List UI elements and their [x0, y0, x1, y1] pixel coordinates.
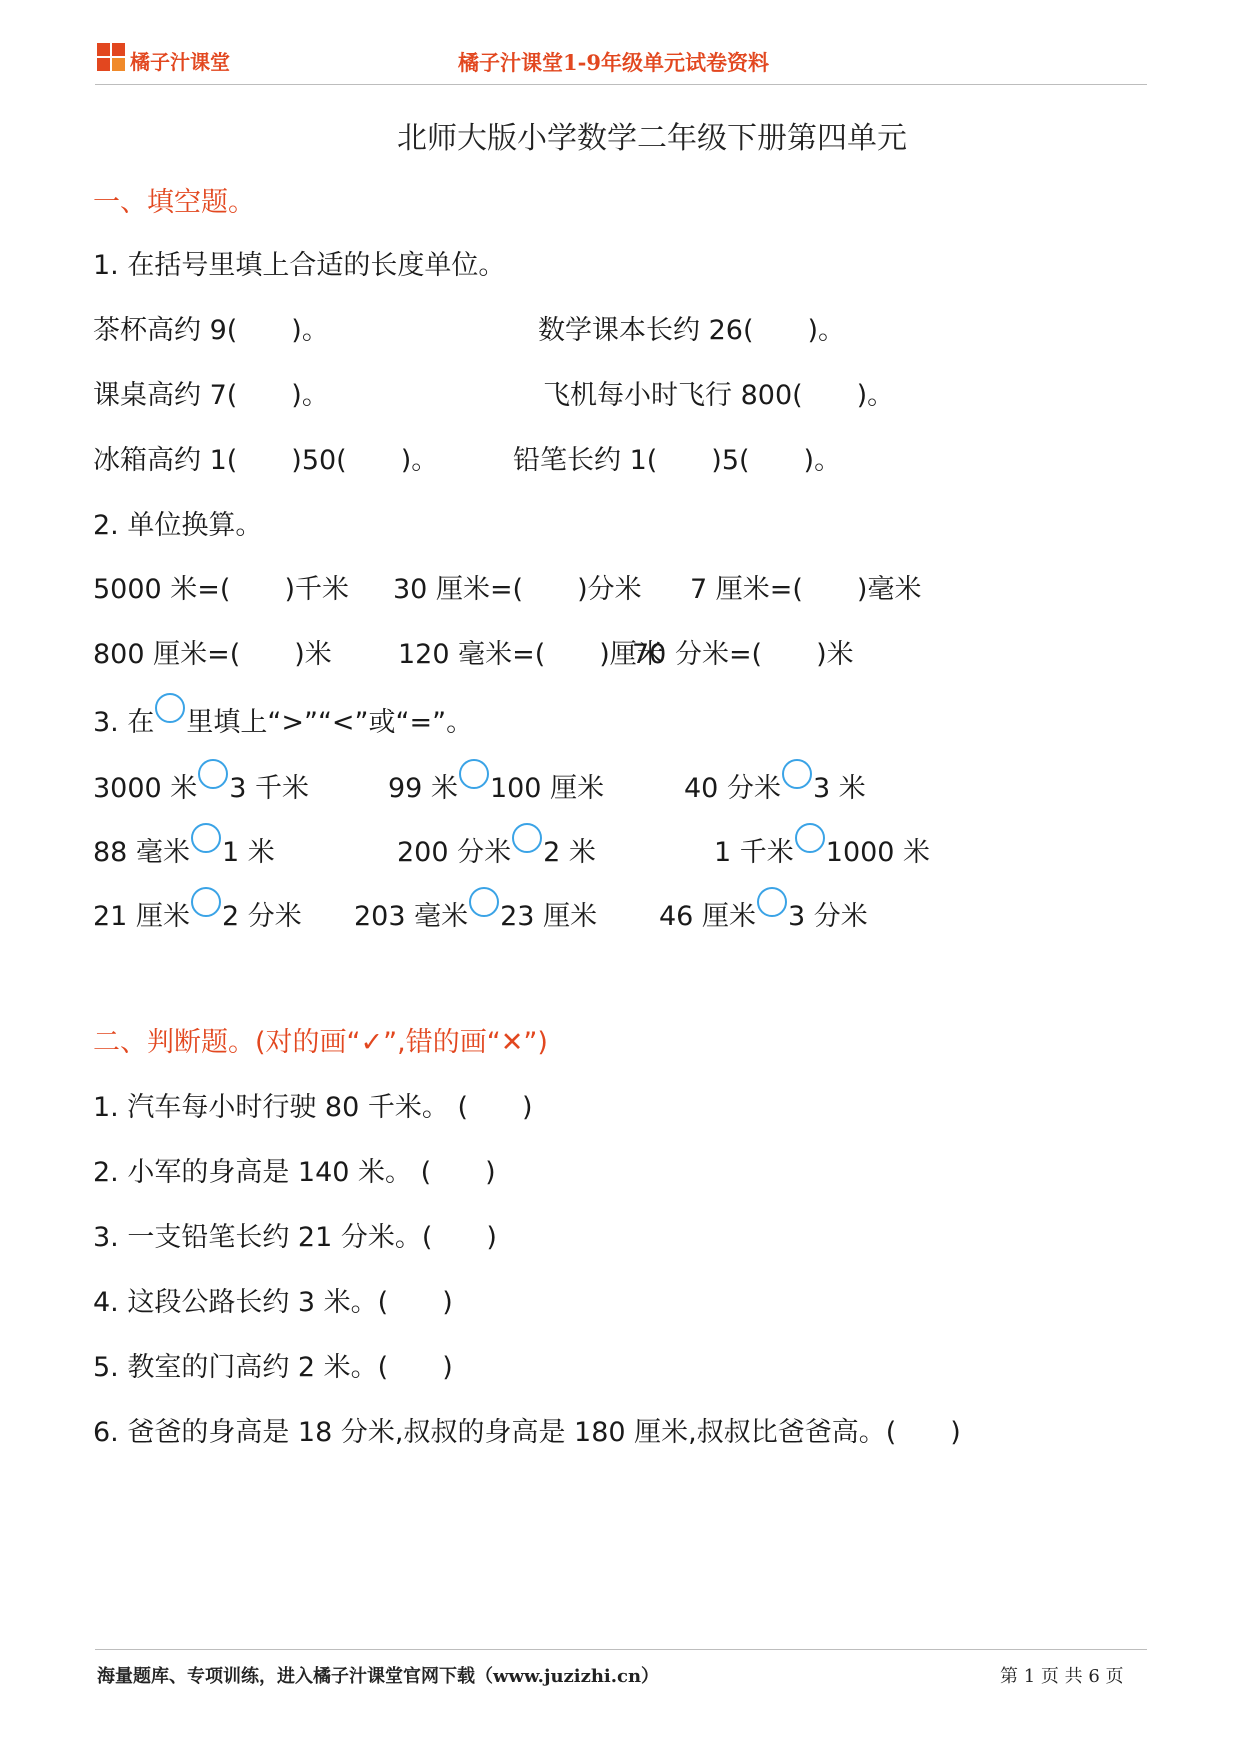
q2-item: 7 厘米=( )毫米 [690, 574, 922, 605]
judge-item: 4. 这段公路长约 3 米。( ) [93, 1287, 453, 1318]
q2-item: 5000 米=( )千米 [93, 574, 349, 605]
compare-circle[interactable] [795, 823, 825, 853]
compare-circle[interactable] [469, 887, 499, 917]
judge-item: 6. 爸爸的身高是 18 分米,叔叔的身高是 180 厘米,叔叔比爸爸高。( ) [93, 1417, 961, 1448]
compare-circle[interactable] [191, 823, 221, 853]
page-number: 第 1 页 共 6 页 [1000, 1666, 1124, 1687]
compare-item: 99 米 100 厘米 [388, 766, 604, 805]
compare-circle[interactable] [191, 887, 221, 917]
compare-circle [155, 693, 185, 723]
q2-item: 120 毫米=( )厘米 [398, 639, 664, 670]
compare-item: 88 毫米 1 米 [93, 830, 275, 869]
compare-item: 3000 米 3 千米 [93, 766, 309, 805]
logo-icon [97, 43, 127, 73]
compare-circle[interactable] [198, 759, 228, 789]
compare-circle[interactable] [782, 759, 812, 789]
compare-item: 40 分米 3 米 [684, 766, 866, 805]
q1-item: 课桌高约 7( )。 [93, 380, 329, 411]
q2-item: 30 厘米=( )分米 [393, 574, 642, 605]
q1-item: 冰箱高约 1( )50( )。 [93, 445, 439, 476]
q1-item: 飞机每小时飞行 800( )。 [543, 380, 895, 411]
compare-item: 46 厘米 3 分米 [659, 894, 868, 933]
q1-stem: 1. 在括号里填上合适的长度单位。 [93, 250, 506, 281]
q3-stem [93, 700, 473, 739]
compare-circle[interactable] [757, 887, 787, 917]
compare-item: 200 分米 2 米 [397, 830, 596, 869]
compare-item: 21 厘米 2 分米 [93, 894, 302, 933]
brand-name: 橘子汁课堂 [130, 50, 230, 74]
q1-item: 铅笔长约 1( )5( )。 [513, 445, 842, 476]
compare-item: 203 毫米 23 厘米 [354, 894, 597, 933]
page-title: 北师大版小学数学二年级下册第四单元 [397, 121, 907, 156]
q3-stem-prefix: 3. 在 [93, 707, 155, 738]
q1-item: 数学课本长约 26( )。 [538, 315, 846, 346]
q2-stem: 2. 单位换算。 [93, 510, 263, 541]
compare-circle[interactable] [459, 759, 489, 789]
header-title: 橘子汁课堂1-9年级单元试卷资料 [458, 50, 769, 75]
footer-text: 海量题库、专项训练，进入橘子汁课堂官网下载（www.juzizhi.cn） [97, 1666, 660, 1687]
footer-divider [95, 1649, 1147, 1650]
q3-stem-suffix: 里填上“>”“<”或“=”。 [186, 707, 474, 738]
q1-item: 茶杯高约 9( )。 [93, 315, 329, 346]
judge-item: 5. 教室的门高约 2 米。( ) [93, 1352, 453, 1383]
judge-item: 1. 汽车每小时行驶 80 千米。 ( ) [93, 1092, 533, 1123]
judge-item: 2. 小军的身高是 140 米。 ( ) [93, 1157, 496, 1188]
q2-item: 800 厘米=( )米 [93, 639, 332, 670]
header-divider [95, 84, 1147, 85]
compare-circle[interactable] [512, 823, 542, 853]
section-heading-true-false: 二、判断题。(对的画“✓”,错的画“✕”) [93, 1027, 548, 1058]
q2-item: 70 分米=( )米 [632, 639, 854, 670]
compare-item: 1 千米 1000 米 [714, 830, 930, 869]
judge-item: 3. 一支铅笔长约 21 分米。( ) [93, 1222, 497, 1253]
section-heading-fill-blank: 一、填空题。 [93, 187, 255, 218]
